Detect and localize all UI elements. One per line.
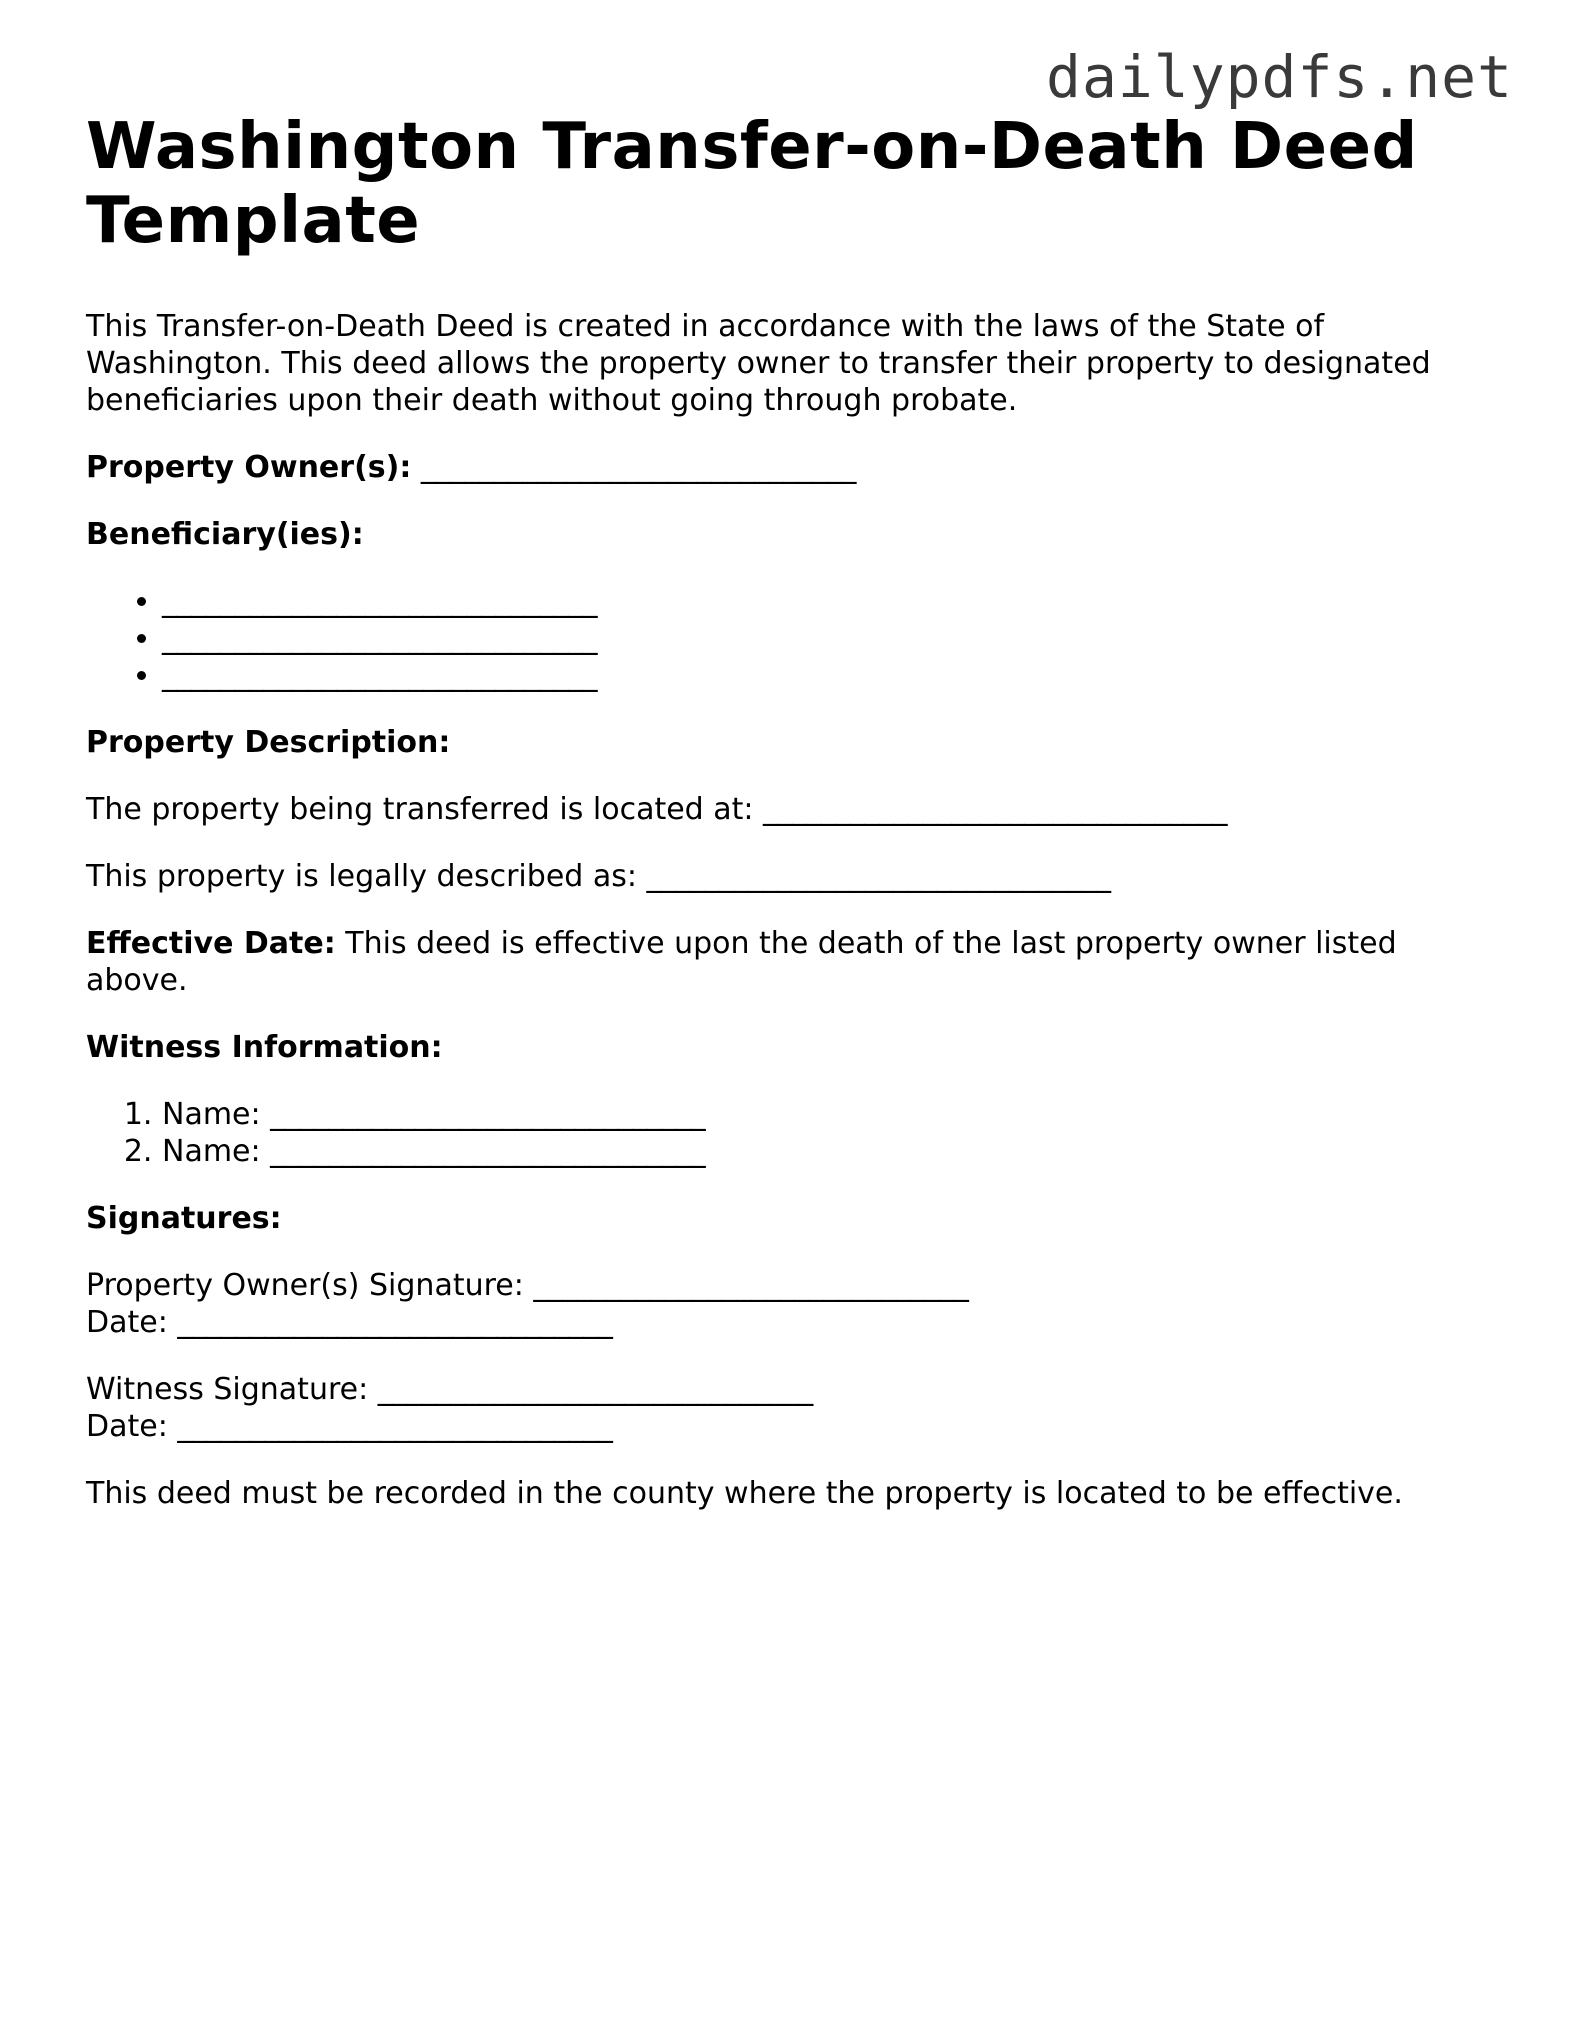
document-title: Washington Transfer-on-Death Deed Template bbox=[86, 110, 1418, 258]
property-legal-text: This property is legally described as: bbox=[86, 859, 637, 894]
intro-paragraph: This Transfer-on-Death Deed is created in accordance with the laws of the State of Washington. This deed allows the property owner to transfer their property to designated beneficiaries upon their death without going through probate. bbox=[86, 309, 1431, 418]
witness-list bbox=[86, 1096, 1496, 1170]
effective-date-label: Effective Date: bbox=[86, 926, 336, 961]
watermark: dailypdfs.net bbox=[1046, 43, 1513, 111]
witness-signature-block bbox=[86, 1371, 1496, 1445]
property-owner-line bbox=[86, 449, 1496, 486]
property-legal-blank: ________________________________ bbox=[646, 859, 1111, 894]
effective-date-text: This deed is effective upon the death of the last property owner listed above. bbox=[86, 926, 1397, 998]
effective-date-paragraph bbox=[86, 925, 1496, 999]
signatures-label: Signatures: bbox=[86, 1201, 282, 1236]
property-location-blank: ________________________________ bbox=[763, 792, 1228, 827]
witness-information-label: Witness Information: bbox=[86, 1030, 443, 1065]
property-description-label: Property Description: bbox=[86, 725, 451, 760]
property-owner-blank: ______________________________ bbox=[420, 450, 856, 485]
property-location-line bbox=[86, 791, 1496, 828]
owner-signature-block bbox=[86, 1267, 1496, 1341]
witness-signature-line: Witness Signature: ______________________________ bbox=[86, 1372, 813, 1407]
list-item: • ______________________________ bbox=[162, 583, 1496, 620]
document-page bbox=[86, 110, 1496, 1512]
owner-signature-line: Property Owner(s) Signature: ______________________________ bbox=[86, 1268, 969, 1303]
list-item: • ______________________________ bbox=[162, 620, 1496, 657]
property-owner-label: Property Owner(s): bbox=[86, 450, 412, 485]
witness-date-line: Date: ______________________________ bbox=[86, 1409, 613, 1444]
beneficiaries-label: Beneficiary(ies): bbox=[86, 517, 364, 552]
property-legal-line bbox=[86, 858, 1496, 895]
list-item: 1. Name: ______________________________ bbox=[162, 1096, 1496, 1133]
recording-note: This deed must be recorded in the county where the property is located to be effective. bbox=[86, 1476, 1403, 1511]
owner-date-line: Date: ______________________________ bbox=[86, 1305, 613, 1340]
property-location-text: The property being transferred is located at: bbox=[86, 792, 754, 827]
beneficiaries-list bbox=[86, 583, 1496, 694]
list-item: • ______________________________ bbox=[162, 657, 1496, 694]
list-item: 2. Name: ______________________________ bbox=[162, 1133, 1496, 1170]
